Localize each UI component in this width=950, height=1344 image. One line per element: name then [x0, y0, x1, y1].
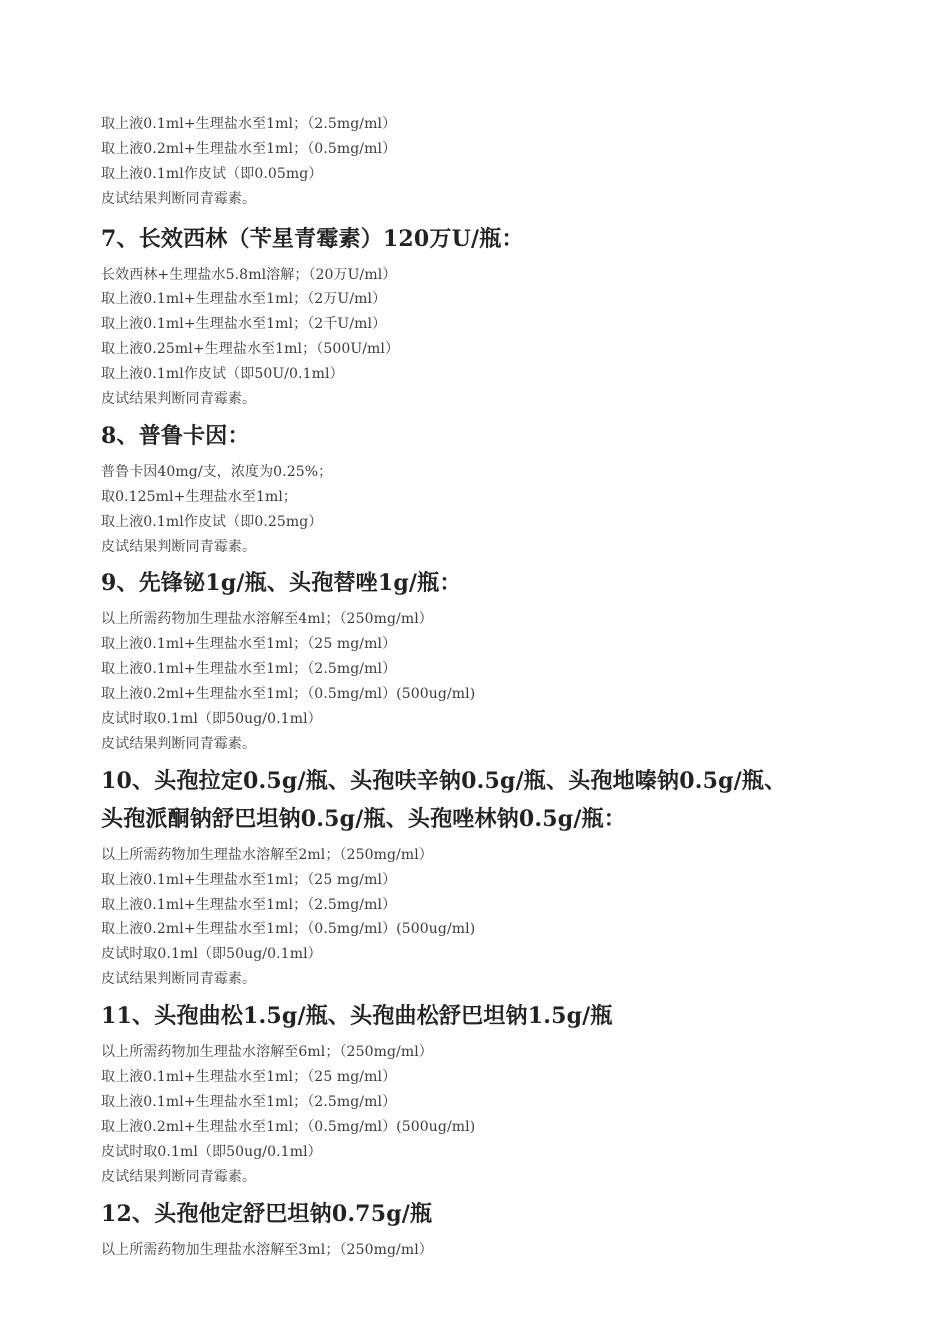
text-line: 皮试时取0.1ml（即50ug/0.1ml） — [101, 1143, 322, 1160]
text-line: 取上液0.1ml作皮试（即0.05mg） — [101, 165, 323, 182]
text-line: 取上液0.2ml+生理盐水至1ml；（0.5mg/ml）(500ug/ml) — [101, 1118, 476, 1135]
text-line: 以上所需药物加生理盐水溶解至2ml；（250mg/ml） — [101, 846, 433, 863]
text-line: 皮试时取0.1ml（即50ug/0.1ml） — [101, 946, 322, 963]
text-line: 取上液0.2ml+生理盐水至1ml；（0.5mg/ml）(500ug/ml) — [101, 921, 476, 938]
text-line: 取上液0.1ml+生理盐水至1ml；（2.5mg/ml） — [101, 661, 397, 678]
section-heading-12: 12、头孢他定舒巴坦钠0.75g/瓶 — [101, 1200, 433, 1227]
text-line: 取上液0.1ml+生理盐水至1ml；（25 mg/ml） — [101, 1069, 397, 1086]
text-line: 普鲁卡因40mg/支，浓度为0.25%； — [101, 463, 333, 480]
section-heading-7: 7、长效西林（苄星青霉素）120万U/瓶： — [101, 225, 524, 252]
text-line: 取上液0.1ml+生理盐水至1ml；（2.5mg/ml） — [101, 896, 397, 913]
text-line: 取上液0.1ml作皮试（即50U/0.1ml） — [101, 366, 344, 383]
text-line: 取上液0.1ml+生理盐水至1ml；（25 mg/ml） — [101, 636, 397, 653]
text-line: 以上所需药物加生理盐水溶解至4ml；（250mg/ml） — [101, 611, 433, 628]
section-heading-9: 9、先锋铋1g/瓶、头孢替唑1g/瓶： — [101, 570, 462, 597]
text-line: 取上液0.1ml+生理盐水至1ml；（2万U/ml） — [101, 291, 387, 308]
text-line: 皮试结果判断同青霉素。 — [101, 190, 257, 207]
text-line: 取上液0.1ml+生理盐水至1ml；（2.5mg/ml） — [101, 116, 397, 132]
text-line: 以上所需药物加生理盐水溶解至3ml；（250mg/ml） — [101, 1241, 433, 1258]
text-line: 皮试时取0.1ml（即50ug/0.1ml） — [101, 711, 322, 728]
section-heading-11: 11、头孢曲松1.5g/瓶、头孢曲松舒巴坦钠1.5g/瓶 — [101, 1003, 613, 1030]
text-line: 取上液0.1ml+生理盐水至1ml；（2千U/ml） — [101, 316, 387, 333]
text-line: 取上液0.1ml作皮试（即0.25mg） — [101, 513, 323, 530]
text-line: 取上液0.2ml+生理盐水至1ml；（0.5mg/ml） — [101, 140, 397, 157]
text-line: 皮试结果判断同青霉素。 — [101, 391, 257, 408]
text-line: 皮试结果判断同青霉素。 — [101, 1168, 257, 1185]
text-line: 皮试结果判断同青霉素。 — [101, 971, 257, 988]
section-heading-10-line-1: 10、头孢拉定0.5g/瓶、头孢呋辛钠0.5g/瓶、头孢地嗪钠0.5g/瓶、 — [101, 767, 787, 794]
text-line: 皮试结果判断同青霉素。 — [101, 538, 257, 555]
document-content — [101, 112, 901, 1262]
text-line: 以上所需药物加生理盐水溶解至6ml；（250mg/ml） — [101, 1044, 433, 1061]
text-line: 长效西林+生理盐水5.8ml溶解；（20万U/ml） — [101, 266, 397, 283]
text-line: 取上液0.1ml+生理盐水至1ml；（25 mg/ml） — [101, 871, 397, 888]
text-line: 取0.125ml+生理盐水至1ml； — [101, 488, 298, 505]
text-line: 取上液0.25ml+生理盐水至1ml；（500U/ml） — [101, 341, 400, 358]
section-heading-10-line-2: 头孢派酮钠舒巴坦钠0.5g/瓶、头孢唑林钠0.5g/瓶： — [101, 805, 626, 832]
text-line: 取上液0.1ml+生理盐水至1ml；（2.5mg/ml） — [101, 1093, 397, 1110]
text-line: 皮试结果判断同青霉素。 — [101, 735, 257, 752]
text-line: 取上液0.2ml+生理盐水至1ml；（0.5mg/ml）(500ug/ml) — [101, 686, 476, 703]
section-heading-8: 8、普鲁卡因： — [101, 422, 250, 449]
